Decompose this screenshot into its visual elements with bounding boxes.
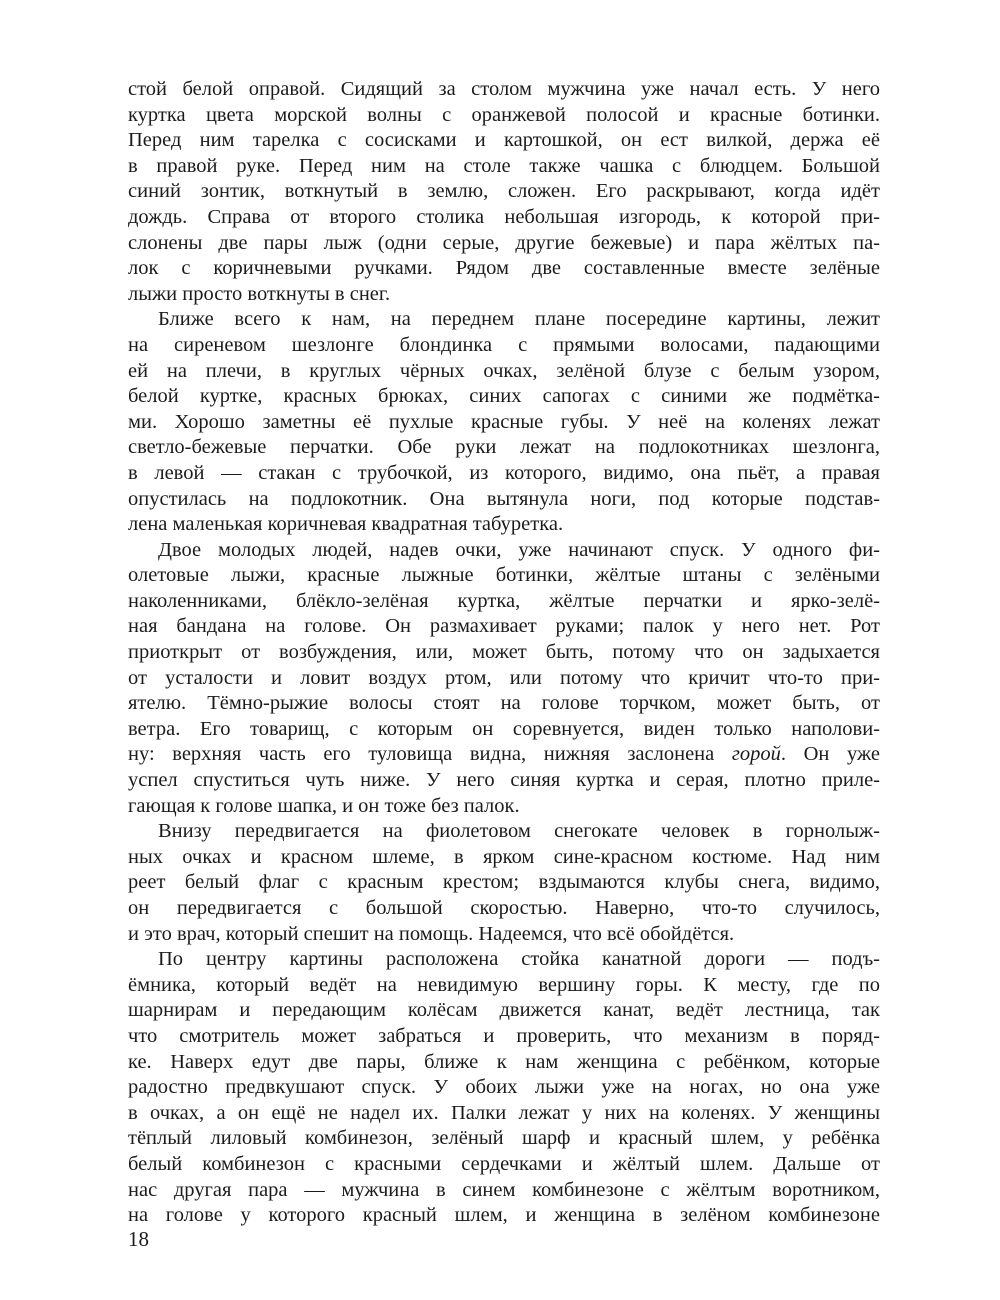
text-run: в левой — стакан с трубочкой, из которого, видимо, она пьёт, а правая [128, 461, 880, 484]
text-line [128, 205, 880, 231]
text-run: ну: верхняя часть его туловища видна, нижняя заслонена [128, 743, 732, 766]
text-line [128, 307, 880, 333]
text-run: стой белой оправой. Сидящий за столом мужчина уже начал есть. У него [128, 78, 880, 100]
text-line [128, 1101, 880, 1127]
text-run: олетовые лыжи, красные лыжные ботинки, жёлтые штаны с зелёными [128, 564, 880, 587]
text-run: ми. Хорошо заметны её пухлые красные губы. У неё на коленях лежат [128, 410, 880, 433]
text-run: гающая к голове шапка, и он тоже без палок. [128, 794, 520, 817]
text-line [128, 256, 880, 282]
text-line [128, 922, 880, 948]
text-line [128, 896, 880, 922]
text-line [128, 538, 880, 564]
text-line [128, 870, 880, 896]
text-line [128, 103, 880, 129]
text-line [128, 384, 880, 410]
text-line [128, 614, 880, 640]
text-line [128, 282, 880, 308]
text-line [128, 768, 880, 794]
text-run: приоткрыт от возбуждения, или, может быть, потому что он задыхается [128, 641, 880, 664]
text-run: ветра. Его товарищ, с которым он соревнуется, виден только наполови- [128, 717, 880, 740]
text-line [128, 359, 880, 385]
paragraph [128, 819, 880, 947]
text-run: ей на плечи, в круглых чёрных очках, зелёной блузе с белым узором, [128, 359, 880, 382]
text-run: дождь. Справа от второго столика небольшая изгородь, к которой при- [128, 205, 880, 228]
text-run: реет белый флаг с красным крестом; вздымаются клубы снега, видимо, [128, 871, 880, 894]
text-run: лок с коричневыми ручками. Рядом две составленные вместе зелёные [128, 257, 880, 280]
text-run: светло-бежевые перчатки. Обе руки лежат на подлокотниках шезлонга, [128, 436, 880, 459]
text-line [128, 947, 880, 973]
text-run: ных очках и красном шлеме, в ярком сине-красном костюме. Над ним [128, 845, 880, 868]
text-line [128, 717, 880, 743]
text-line [128, 487, 880, 513]
text-line [128, 742, 880, 768]
text-run: успел спуститься чуть ниже. У него синяя куртка и серая, плотно приле- [128, 769, 880, 792]
text-run: слонены две пары лыж (одни серые, другие бежевые) и пара жёлтых па- [128, 231, 880, 254]
text-line [128, 461, 880, 487]
text-run: на сиреневом шезлонге блондинка с прямыми волосами, падающими [128, 333, 880, 356]
text-run: По центру картины расположена стойка канатной дороги — подъ- [158, 948, 880, 971]
text-run: и это врач, который спешит на помощь. Надеемся, что всё обойдётся. [128, 922, 735, 945]
text-line [128, 333, 880, 359]
text-run: на голове у которого красный шлем, и женщина в зелёном комбинезоне [128, 1204, 880, 1227]
text-run: Перед ним тарелка с сосисками и картошкой, он ест вилкой, держа её [128, 129, 880, 152]
text-run: в правой руке. Перед ним на столе также чашка с блюдцем. Большой [128, 154, 880, 177]
text-run: радостно предвкушают спуск. У обоих лыжи уже на ногах, но она уже [128, 1076, 880, 1099]
text-run: что смотритель может забраться и проверить, что механизм в поряд- [128, 1024, 880, 1047]
text-line [128, 691, 880, 717]
text-line [128, 666, 880, 692]
text-run: Ближе всего к нам, на переднем плане посередине картины, лежит [158, 308, 880, 331]
text-line [128, 77, 880, 103]
paragraph [128, 947, 880, 1229]
text-run: белый комбинезон с красными сердечками и жёлтый шлем. Дальше от [128, 1152, 880, 1175]
page-number: 18 [128, 1227, 149, 1251]
text-line [128, 589, 880, 615]
text-run: белой куртке, красных брюках, синих сапогах с синими же подмётка- [128, 385, 880, 408]
text-run: от усталости и ловит воздух ртом, или потому что кричит что-то при- [128, 666, 880, 689]
text-line [128, 128, 880, 154]
paragraph [128, 77, 880, 307]
text-line [128, 794, 880, 820]
text-run: Внизу передвигается на фиолетовом снегокате человек в горнолыж- [158, 820, 880, 843]
text-run: ятелю. Тёмно-рыжие волосы стоят на голове торчком, может быть, от [128, 692, 880, 715]
text-line [128, 1050, 880, 1076]
text-line [128, 1203, 880, 1229]
text-line [128, 640, 880, 666]
text-line [128, 512, 880, 538]
text-run: лыжи просто воткнуты в снег. [128, 282, 391, 305]
text-line [128, 154, 880, 180]
text-line [128, 973, 880, 999]
text-run: . Он уже [780, 743, 880, 766]
text-run: ке. Наверх едут две пары, ближе к нам женщина с ребёнком, которые [128, 1050, 880, 1073]
text-line [128, 845, 880, 871]
text-run: в очках, а он ещё не надел их. Палки лежат у них на коленях. У женщины [128, 1101, 880, 1124]
text-run: ная бандана на голове. Он размахивает руками; палок у него нет. Рот [128, 615, 880, 638]
text-line [128, 998, 880, 1024]
text-line [128, 1024, 880, 1050]
text-line [128, 410, 880, 436]
text-run: лена маленькая коричневая квадратная табуретка. [128, 513, 564, 536]
text-run: ёмника, который ведёт на невидимую вершину горы. К месту, где по [128, 973, 880, 996]
paragraph [128, 538, 880, 820]
text-line [128, 179, 880, 205]
text-run: куртка цвета морской волны с оранжевой полосой и красные ботинки. [128, 103, 880, 126]
text-line [128, 563, 880, 589]
text-line [128, 435, 880, 461]
text-line [128, 1075, 880, 1101]
text-run: опустилась на подлокотник. Она вытянула ноги, под которые подстав- [128, 487, 880, 510]
text-line [128, 1126, 880, 1152]
text-run: нас другая пара — мужчина в синем комбинезоне с жёлтым воротником, [128, 1178, 880, 1201]
text-line [128, 231, 880, 257]
paragraph [128, 307, 880, 537]
text-run: тёплый лиловый комбинезон, зелёный шарф и красный шлем, у ребёнка [128, 1127, 880, 1150]
text-line [128, 1152, 880, 1178]
text-line [128, 1178, 880, 1204]
text-run: синий зонтик, воткнутый в землю, сложен. Его раскрывают, когда идёт [128, 180, 880, 203]
text-run: наколенниками, блёкло-зелёная куртка, жёлтые перчатки и ярко-зелё- [128, 589, 880, 612]
italic-text-run: горой [731, 743, 781, 766]
text-content [128, 77, 880, 1229]
text-line [128, 819, 880, 845]
text-run: Двое молодых людей, надев очки, уже начинают спуск. У одного фи- [158, 538, 880, 561]
text-run: шарнирам и передающим колёсам движется канат, ведёт лестница, так [128, 999, 880, 1022]
text-run: он передвигается с большой скоростью. Наверно, что-то случилось, [128, 897, 880, 919]
